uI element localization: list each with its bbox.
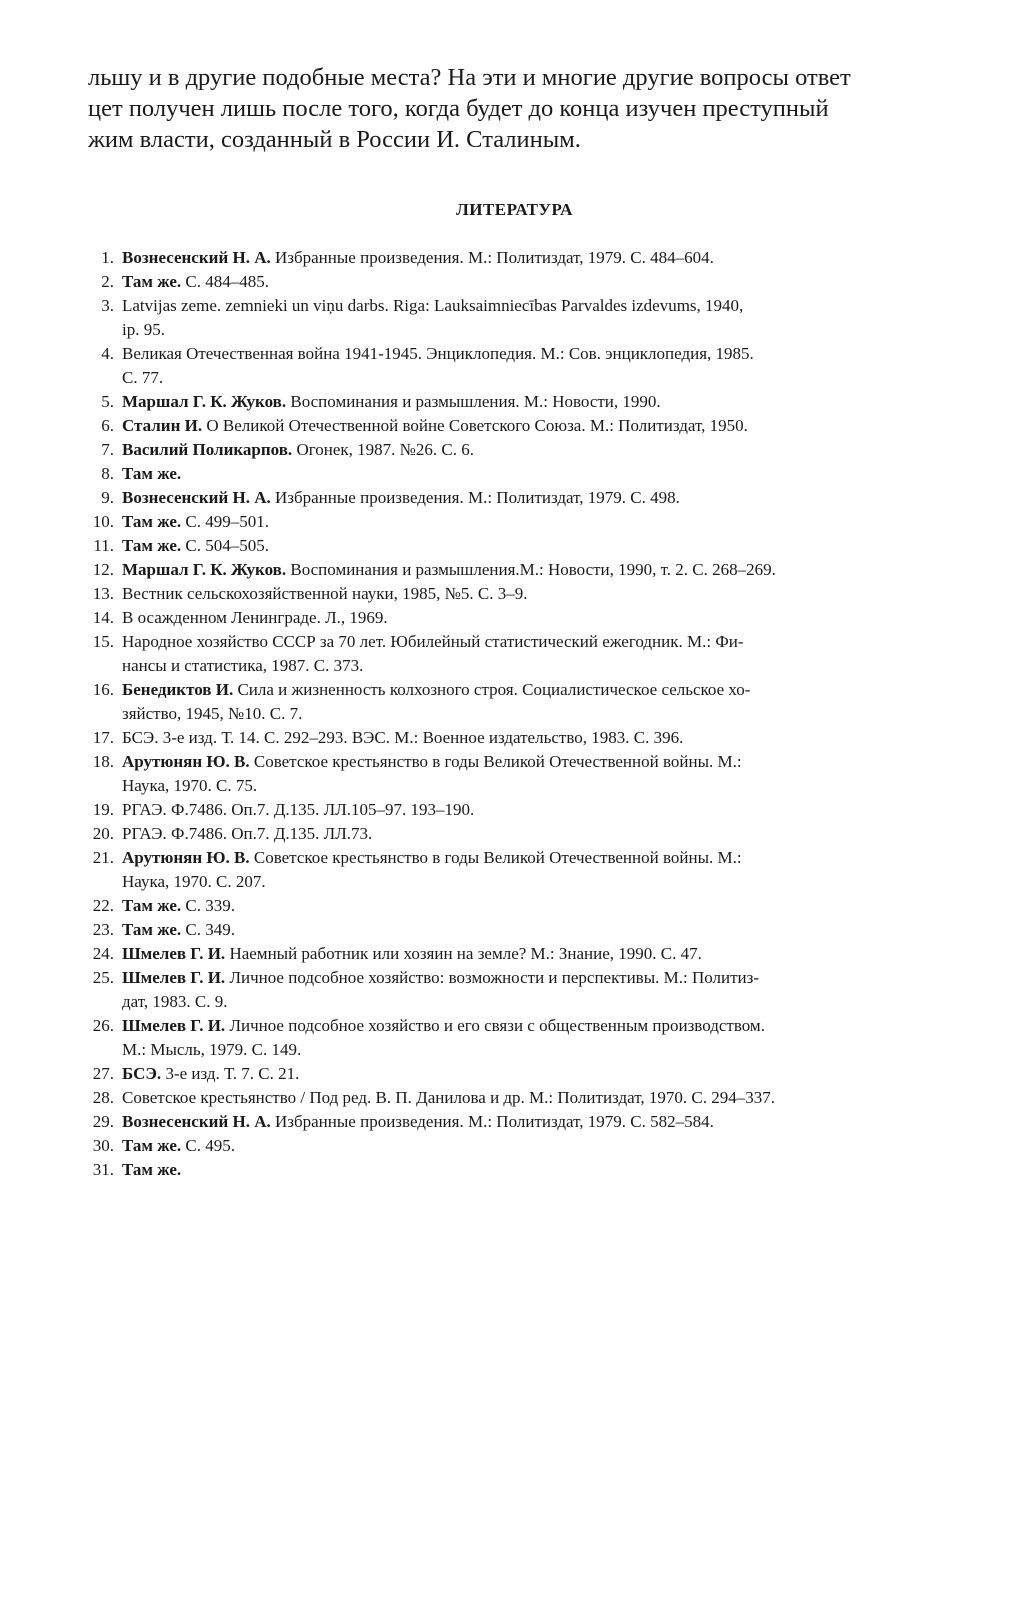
reference-author: Там же. [122, 464, 182, 483]
reference-line [122, 798, 970, 822]
reference-number: 23. [92, 920, 114, 939]
reference-text: Наемный работник или хозяин на земле? М.: Знание, 1990. С. 47. [229, 944, 702, 963]
reference-text: дат, 1983. С. 9. [122, 992, 228, 1011]
reference-item [70, 630, 970, 678]
reference-line [122, 246, 970, 270]
reference-item [70, 822, 970, 846]
reference-text: С. 484–485. [185, 272, 269, 291]
reference-item [70, 270, 970, 294]
reference-line [122, 318, 970, 342]
reference-line [122, 1158, 970, 1182]
reference-line [122, 942, 970, 966]
reference-author: Там же. [122, 920, 182, 939]
reference-text: С. 77. [122, 368, 164, 387]
reference-line [122, 1014, 970, 1038]
reference-author: Арутюнян Ю. В. [122, 848, 250, 867]
reference-number: 13. [92, 584, 114, 603]
reference-text: О Великой Отечественной войне Советского Союза. М.: Политиздат, 1950. [206, 416, 748, 435]
reference-number: 28. [92, 1088, 114, 1107]
reference-text: Воспоминания и размышления.М.: Новости, 1990, т. 2. С. 268–269. [290, 560, 776, 579]
reference-line [122, 438, 970, 462]
reference-line [122, 726, 970, 750]
reference-text: 3-е изд. Т. 7. С. 21. [165, 1064, 300, 1083]
reference-item [70, 342, 970, 390]
reference-author: Маршал Г. К. Жуков. [122, 560, 287, 579]
intro-paragraph [88, 62, 968, 155]
intro-line: льшу и в другие подобные места? На эти и многие другие вопросы ответ [88, 64, 851, 91]
reference-number: 14. [92, 608, 114, 627]
reference-item [70, 486, 970, 510]
reference-author: Бенедиктов И. [122, 680, 234, 699]
reference-line [122, 294, 970, 318]
reference-number: 19. [92, 800, 114, 819]
reference-line [122, 558, 970, 582]
reference-text: Великая Отечественная война 1941-1945. Энциклопедия. М.: Сов. энциклопедия, 1985. [122, 344, 754, 363]
reference-number: 22. [92, 896, 114, 915]
reference-line [122, 270, 970, 294]
reference-item [70, 414, 970, 438]
reference-number: 21. [92, 848, 114, 867]
reference-line [122, 1110, 970, 1134]
reference-text: М.: Мысль, 1979. С. 149. [122, 1040, 302, 1059]
reference-author: Сталин И. [122, 416, 203, 435]
reference-number: 16. [92, 680, 114, 699]
reference-line [122, 342, 970, 366]
reference-text: С. 339. [185, 896, 235, 915]
reference-text: зяйство, 1945, №10. С. 7. [122, 704, 303, 723]
reference-author: Вознесенский Н. А. [122, 488, 271, 507]
reference-line [122, 822, 970, 846]
reference-text: Избранные произведения. М.: Политиздат, 1979. С. 498. [275, 488, 680, 507]
reference-item [70, 750, 970, 798]
reference-item [70, 558, 970, 582]
reference-text: Народное хозяйство СССР за 70 лет. Юбилейный статистический ежегодник. М.: Фи- [122, 632, 744, 651]
reference-number: 17. [92, 728, 114, 747]
reference-text: Советское крестьянство в годы Великой Отечественной войны. М.: [253, 848, 742, 867]
reference-author: Маршал Г. К. Жуков. [122, 392, 287, 411]
reference-text: В осажденном Ленинграде. Л., 1969. [122, 608, 388, 627]
reference-number: 20. [92, 824, 114, 843]
reference-text: Воспоминания и размышления. М.: Новости, 1990. [290, 392, 661, 411]
reference-author: Там же. [122, 1160, 182, 1179]
reference-text: С. 495. [185, 1136, 235, 1155]
reference-author: Шмелев Г. И. [122, 944, 226, 963]
reference-text: Наука, 1970. С. 207. [122, 872, 266, 891]
reference-number: 30. [92, 1136, 114, 1155]
reference-line [122, 390, 970, 414]
reference-item [70, 846, 970, 894]
reference-line [122, 1062, 970, 1086]
reference-item [70, 462, 970, 486]
reference-text: РГАЭ. Ф.7486. Оп.7. Д.135. ЛЛ.73. [122, 824, 373, 843]
reference-line [122, 678, 970, 702]
reference-author: Шмелев Г. И. [122, 968, 226, 987]
reference-item [70, 1110, 970, 1134]
reference-item [70, 678, 970, 726]
reference-number: 7. [101, 440, 114, 459]
reference-line [122, 846, 970, 870]
reference-text: Советское крестьянство / Под ред. В. П. Данилова и др. М.: Политиздат, 1970. С. 294–337. [122, 1088, 775, 1107]
reference-author: Там же. [122, 896, 182, 915]
reference-text: ip. 95. [122, 320, 165, 339]
reference-number: 15. [92, 632, 114, 651]
reference-item [70, 894, 970, 918]
reference-item [70, 534, 970, 558]
reference-number: 18. [92, 752, 114, 771]
reference-text: Личное подсобное хозяйство: возможности и перспективы. М.: Политиз- [229, 968, 759, 987]
reference-item [70, 246, 970, 270]
reference-item [70, 1086, 970, 1110]
intro-line: жим власти, созданный в России И. Сталиным. [88, 126, 581, 153]
reference-line [122, 1134, 970, 1158]
reference-number: 31. [92, 1160, 114, 1179]
reference-text: Избранные произведения. М.: Политиздат, 1979. С. 582–584. [275, 1112, 714, 1131]
reference-author: Вознесенский Н. А. [122, 248, 271, 267]
reference-line [122, 1038, 970, 1062]
reference-line [122, 870, 970, 894]
reference-line [122, 486, 970, 510]
reference-line [122, 750, 970, 774]
reference-item [70, 918, 970, 942]
reference-text: Избранные произведения. М.: Политиздат, 1979. С. 484–604. [275, 248, 714, 267]
reference-line [122, 606, 970, 630]
reference-item [70, 390, 970, 414]
reference-text: БСЭ. 3-е изд. Т. 14. С. 292–293. ВЭС. М.: Военное издательство, 1983. С. 396. [122, 728, 684, 747]
reference-item [70, 966, 970, 1014]
reference-text: Личное подсобное хозяйство и его связи с общественным производством. [229, 1016, 765, 1035]
reference-item [70, 510, 970, 534]
reference-author: Вознесенский Н. А. [122, 1112, 271, 1131]
reference-number: 27. [92, 1064, 114, 1083]
reference-text: Огонек, 1987. №26. С. 6. [296, 440, 474, 459]
reference-author: Шмелев Г. И. [122, 1016, 226, 1035]
reference-text: Latvijas zeme. zemnieki un viņu darbs. Riga: Lauksaimniecības Parvaldes izdevums, 1940, [122, 296, 744, 315]
reference-number: 24. [92, 944, 114, 963]
reference-number: 4. [101, 344, 114, 363]
reference-item [70, 1158, 970, 1182]
reference-text: Наука, 1970. С. 75. [122, 776, 258, 795]
reference-text: С. 499–501. [185, 512, 269, 531]
reference-item [70, 1062, 970, 1086]
reference-line [122, 654, 970, 678]
reference-author: Василий Поликарпов. [122, 440, 293, 459]
intro-line: цет получен лишь после того, когда будет до конца изучен преступный [88, 95, 829, 122]
reference-item [70, 798, 970, 822]
reference-item [70, 1134, 970, 1158]
reference-author: Там же. [122, 272, 182, 291]
reference-line [122, 1086, 970, 1110]
reference-item [70, 582, 970, 606]
reference-author: БСЭ. [122, 1064, 162, 1083]
reference-item [70, 726, 970, 750]
reference-text: нансы и статистика, 1987. С. 373. [122, 656, 364, 675]
reference-item [70, 606, 970, 630]
reference-number: 29. [92, 1112, 114, 1131]
reference-line [122, 630, 970, 654]
reference-line [122, 414, 970, 438]
reference-line [122, 510, 970, 534]
reference-number: 3. [101, 296, 114, 315]
reference-line [122, 774, 970, 798]
reference-line [122, 534, 970, 558]
reference-author: Арутюнян Ю. В. [122, 752, 250, 771]
reference-list [70, 246, 970, 1182]
reference-author: Там же. [122, 536, 182, 555]
reference-number: 1. [101, 248, 114, 267]
reference-line [122, 966, 970, 990]
reference-line [122, 702, 970, 726]
reference-text: Советское крестьянство в годы Великой Отечественной войны. М.: [253, 752, 742, 771]
reference-number: 5. [101, 392, 114, 411]
reference-item [70, 942, 970, 966]
reference-text: С. 349. [185, 920, 235, 939]
reference-number: 8. [101, 464, 114, 483]
section-heading: ЛИТЕРАТУРА [456, 200, 573, 219]
reference-text: РГАЭ. Ф.7486. Оп.7. Д.135. ЛЛ.105–97. 193–190. [122, 800, 475, 819]
reference-line [122, 462, 970, 486]
reference-number: 10. [92, 512, 114, 531]
reference-text: С. 504–505. [185, 536, 269, 555]
reference-item [70, 438, 970, 462]
reference-number: 9. [101, 488, 114, 507]
reference-author: Там же. [122, 512, 182, 531]
reference-number: 25. [92, 968, 114, 987]
reference-number: 11. [93, 536, 114, 555]
reference-line [122, 582, 970, 606]
reference-text: Сила и жизненность колхозного строя. Социалистическое сельское хо- [237, 680, 751, 699]
reference-item [70, 294, 970, 342]
reference-line [122, 366, 970, 390]
reference-line [122, 990, 970, 1014]
reference-number: 12. [92, 560, 114, 579]
reference-line [122, 918, 970, 942]
reference-line [122, 894, 970, 918]
reference-text: Вестник сельскохозяйственной науки, 1985, №5. С. 3–9. [122, 584, 528, 603]
reference-item [70, 1014, 970, 1062]
reference-author: Там же. [122, 1136, 182, 1155]
reference-number: 2. [101, 272, 114, 291]
reference-number: 26. [92, 1016, 114, 1035]
reference-number: 6. [101, 416, 114, 435]
